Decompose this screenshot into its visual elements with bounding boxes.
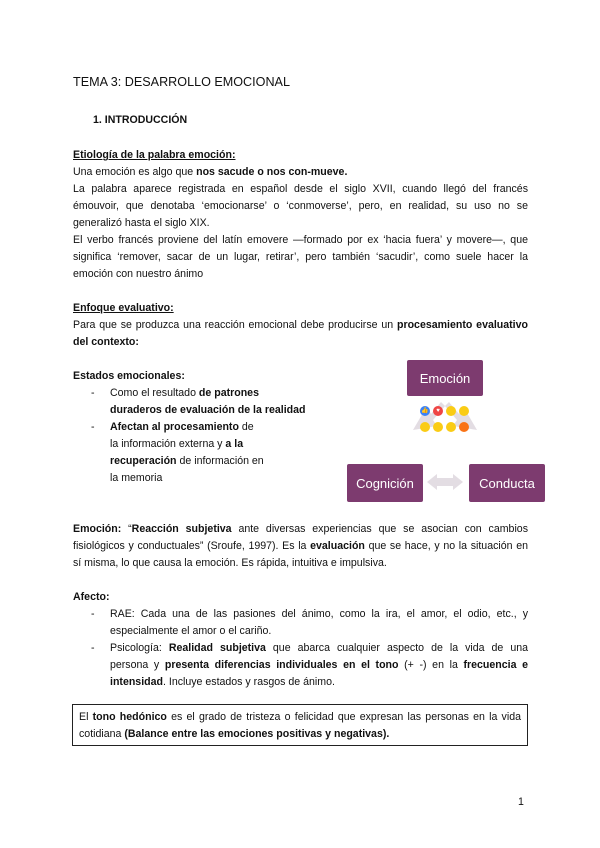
section-heading: 1. INTRODUCCIÓN [93, 114, 188, 126]
estados-bullet-1-line-1: Como el resultado de patrones [110, 387, 259, 399]
reaction-emojis [420, 404, 472, 438]
enfoque-line-1: Para que se produzca una reacción emocional debe producirse un procesamiento evaluativo [73, 319, 528, 331]
afecto-bullet-2-line-1: Psicología: Realidad subjetiva que abarca cualquier aspecto de la vida de una [110, 642, 528, 654]
bullet-dash: - [91, 387, 95, 399]
angry-icon [459, 422, 469, 432]
bullet-dash: - [91, 642, 95, 654]
conducta-box: Conducta [469, 464, 545, 502]
heart-icon: ♥ [433, 406, 443, 416]
emotion-cycle-diagram [345, 358, 545, 502]
cognicion-box: Cognición [347, 464, 423, 502]
like-icon: 👍 [421, 408, 429, 414]
etiologia-heading: Etiología de la palabra emoción: [73, 149, 236, 161]
estados-bullet-2-line-4: la memoria [110, 472, 163, 484]
afecto-bullet-1-line-2: especialmente el amor o el cariño. [110, 625, 272, 637]
page-number: 1 [518, 796, 524, 808]
bullet-dash: - [91, 421, 95, 433]
estados-heading: Estados emocionales: [73, 370, 185, 382]
estados-bullet-1-line-2: duraderos de evaluación de la realidad [110, 404, 306, 416]
afecto-bullet-2-line-3: intensidad. Incluye estados y rasgos de ánimo. [110, 676, 335, 688]
page-title: TEMA 3: DESARROLLO EMOCIONAL [73, 75, 290, 89]
etiologia-line-6: significa ‘remover, sacar de un lugar, retirar’, pero también ‘sacudir’, como suele hacer la [73, 251, 528, 263]
etiologia-line-7: emoción con nuestro ánimo [73, 268, 204, 280]
emocion-box: Emoción [407, 360, 483, 396]
estados-bullet-2-line-1: Afectan al procesamiento de [110, 421, 254, 433]
smile-icon [459, 406, 469, 416]
bullet-dash: - [91, 608, 95, 620]
etiologia-line-5: El verbo francés proviene del latín emovere —formado por ex ‘hacia fuera’ y movere—, que [73, 234, 528, 246]
etiologia-line-1: Una emoción es algo que nos sacude o nos con-mueve. [73, 166, 348, 178]
enfoque-heading: Enfoque evaluativo: [73, 302, 174, 314]
tono-line-1: El tono hedónico es el grado de tristeza o felicidad que expresan las personas en la vida [79, 711, 521, 723]
etiologia-line-3: émouvoir, que denotaba ‘emocionarse’ o ‘conmoverse’, pero, en realidad, su uso no se [73, 200, 528, 212]
etiologia-line-2: La palabra aparece registrada en español desde el siglo XVII, cuando llegó del francés [73, 183, 528, 195]
estados-bullet-2-line-2: la información externa y a la [110, 438, 244, 450]
afecto-heading: Afecto: [73, 591, 110, 603]
grin-icon [420, 422, 430, 432]
enfoque-line-2: del contexto: [73, 336, 139, 348]
wow-icon [433, 422, 443, 432]
tono-line-2: cotidiana (Balance entre las emociones positivas y negativas). [79, 728, 390, 740]
estados-bullet-2-line-3: recuperación de información en [110, 455, 264, 467]
emocion-line-3: sí misma, lo que causa la emoción. Es rápida, intuitiva e impulsiva. [73, 557, 387, 569]
emocion-line-1: Emoción: “Reacción subjetiva ante diversas experiencias que se asocian con cambios [73, 523, 528, 535]
tono-hedonico-box [72, 704, 528, 746]
laugh-icon [446, 406, 456, 416]
etiologia-line-4: generalizó hasta el siglo XIX. [73, 217, 210, 229]
afecto-bullet-2-line-2: persona y presenta diferencias individuales en el tono (+ -) en la frecuencia e [110, 659, 529, 671]
sad-icon [446, 422, 456, 432]
afecto-bullet-1-line-1: RAE: Cada una de las pasiones del ánimo, como la ira, el amor, el odio, etc., y [110, 608, 528, 620]
arrow-bottom [427, 474, 463, 490]
emocion-line-2: fisiológicos y conductuales” (Sroufe, 1997). Es la evaluación que se hace, y no la situación en [73, 540, 528, 552]
